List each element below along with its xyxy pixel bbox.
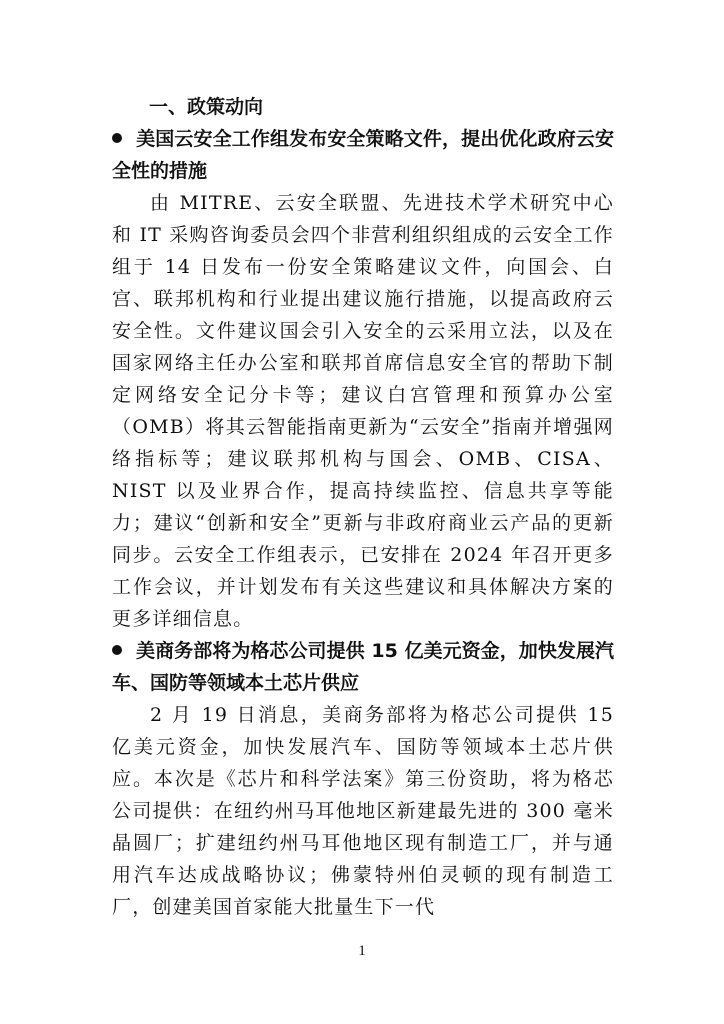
bullet-icon (112, 645, 122, 655)
item-body-cloud-security: 由 MITRE、云安全联盟、先进技术学术研究中心和 IT 采购咨询委员会四个非营利组织组成的云安全工作组于 14 日发布一份安全策略建议文件，向国会、白宫、联邦机构和行业提出建议施行措施，以提高政府云安全性。文件建议国会引入安全的云采用立法，以及在国家网络主任办公室和联邦首席信息安全官的帮助下制定网络安全记分卡等；建议白宫管理和预算办公室（OMB）将其云智能指南更新为“云安全”指南并增强网络指标等；建议联邦机构与国会、OMB、CISA、NIST 以及业界合作，提高持续监控、信息共享等能力；建议“创新和安全”更新与非政府商业云产品的更新同步。云安全工作组表示，已安排在 2024 年召开更多工作会议，并计划发布有关这些建议和具体解决方案的更多详细信息。 (112, 192, 614, 630)
item-title-text: 美国云安全工作组发布安全策略文件，提出优化政府云安全性的措施 (112, 128, 614, 182)
item-title-cloud-security (112, 123, 614, 187)
section-heading: 一、政策动向 (149, 96, 264, 118)
item-title-globalfoundries (112, 635, 614, 699)
page-number: 1 (358, 943, 366, 959)
bullet-icon (112, 133, 122, 143)
document-page (112, 91, 614, 923)
item-title-text: 美商务部将为格芯公司提供 15 亿美元资金，加快发展汽车、国防等领域本土芯片供应 (112, 640, 614, 694)
item-body-globalfoundries: 2 月 19 日消息，美商务部将为格芯公司提供 15 亿美元资金，加快发展汽车、国防等领域本土芯片供应。本次是《芯片和科学法案》第三份资助，将为格芯公司提供：在纽约州马耳他地区新建最先进的 300 毫米晶圆厂；扩建纽约州马耳他地区现有制造工厂，并与通用汽车达成战略协议；佛蒙特州伯灵顿的现有制造工厂，创建美国首家能大批量生下一代 (112, 704, 614, 918)
